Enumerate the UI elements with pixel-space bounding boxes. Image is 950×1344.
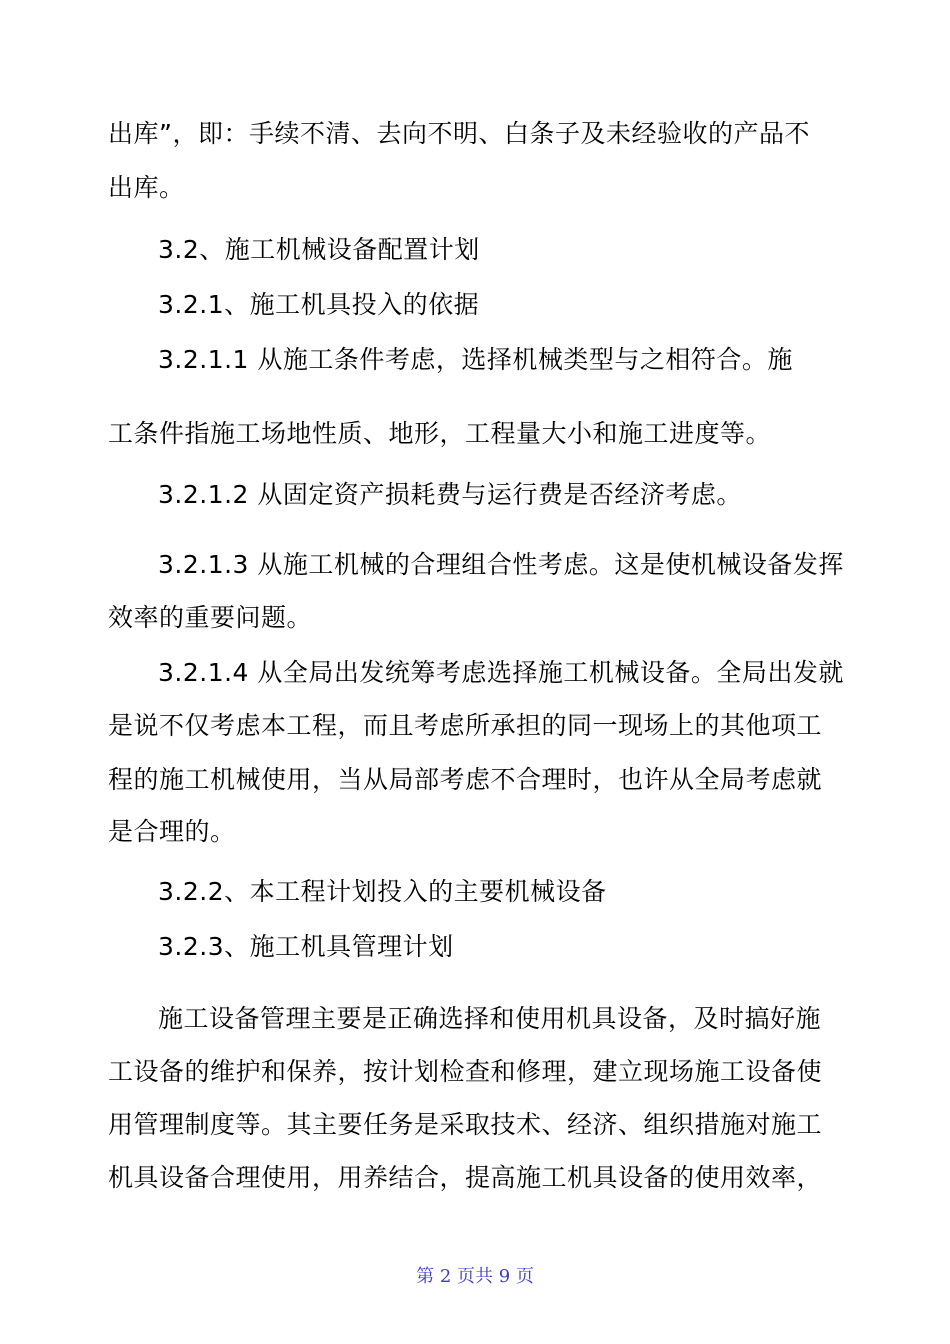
- text-line: 3.2.1.1 从施工条件考虑，选择机械类型与之相符合。施: [158, 345, 793, 374]
- section-heading: 3.2、施工机械设备配置计划: [158, 235, 480, 264]
- page-number-footer: 第 2 页共 9 页: [416, 1266, 534, 1287]
- text-line: 出库”，即：手续不清、去向不明、白条子及未经验收的产品不: [108, 119, 810, 148]
- section-heading: 3.2.1、施工机具投入的依据: [158, 290, 480, 319]
- text-line: 是合理的。: [108, 817, 236, 846]
- text-line: 出库。: [108, 173, 185, 202]
- text-line: 工条件指施工场地性质、地形，工程量大小和施工进度等。: [108, 419, 772, 448]
- text-line: 施工设备管理主要是正确选择和使用机具设备，及时搞好施: [158, 1004, 822, 1033]
- text-line: 是说不仅考虑本工程，而且考虑所承担的同一现场上的其他项工: [108, 711, 823, 740]
- text-line: 工设备的维护和保养，按计划检查和修理，建立现场施工设备使: [108, 1057, 823, 1086]
- text-line: 3.2.1.2 从固定资产损耗费与运行费是否经济考虑。: [158, 480, 742, 509]
- text-line: 用管理制度等。其主要任务是采取技术、经济、组织措施对施工: [108, 1110, 823, 1139]
- text-line: 机具设备合理使用，用养结合，提高施工机具设备的使用效率，: [108, 1163, 823, 1192]
- text-line: 效率的重要问题。: [108, 603, 313, 632]
- text-line: 程的施工机械使用，当从局部考虑不合理时，也许从全局考虑就: [108, 765, 823, 794]
- text-line: 3.2.1.3 从施工机械的合理组合性考虑。这是使机械设备发挥: [158, 550, 844, 579]
- section-heading: 3.2.2、本工程计划投入的主要机械设备: [158, 877, 607, 906]
- text-line: 3.2.1.4 从全局出发统筹考虑选择施工机械设备。全局出发就: [158, 658, 844, 687]
- section-heading: 3.2.3、施工机具管理计划: [158, 932, 454, 961]
